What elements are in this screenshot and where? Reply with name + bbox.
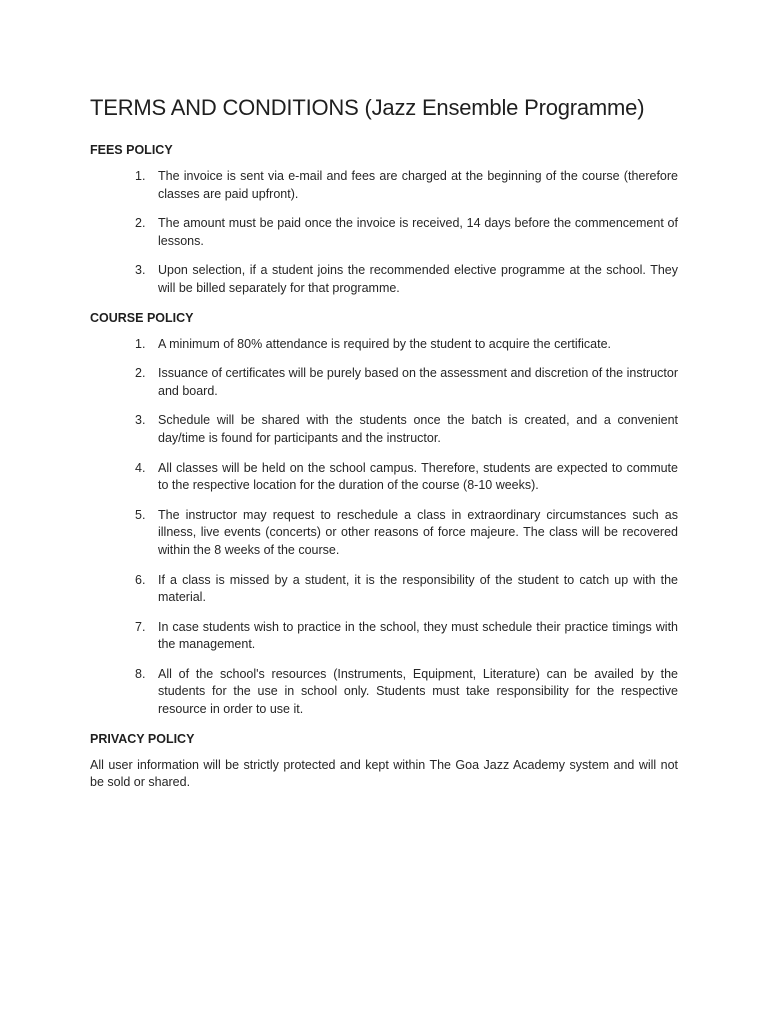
list-item bbox=[135, 215, 678, 250]
list-item-number: 8. bbox=[135, 666, 146, 681]
list-item-text: Schedule will be shared with the students once the batch is created, and a convenient day/time is found for participants and the instructor. bbox=[158, 413, 678, 445]
list-item bbox=[135, 666, 678, 719]
list-item-number: 2. bbox=[135, 216, 146, 231]
fees-policy-heading: FEES POLICY bbox=[90, 143, 173, 157]
list-item-text: The instructor may request to reschedule a class in extraordinary circumstances such as illness, live events (concerts) or other reasons of force majeure. The class will be recovered within the 8 weeks of the course. bbox=[158, 507, 678, 557]
list-item-text: All of the school's resources (Instruments, Equipment, Literature) can be availed by the students for the use in school only. Students must take responsibility for the respective resource in order to use it. bbox=[158, 666, 678, 717]
list-item bbox=[135, 412, 678, 447]
document-title: TERMS AND CONDITIONS (Jazz Ensemble Programme) bbox=[90, 95, 645, 120]
list-item bbox=[135, 262, 678, 297]
list-item-text: In case students wish to practice in the school, they must schedule their practice timings with the management. bbox=[158, 619, 678, 652]
list-item-text: All classes will be held on the school campus. Therefore, students are expected to commute to the respective location for the duration of the course (8-10 weeks). bbox=[158, 460, 678, 493]
list-item-number: 3. bbox=[135, 263, 146, 278]
privacy-policy-heading: PRIVACY POLICY bbox=[90, 731, 195, 746]
list-item-text: If a class is missed by a student, it is the responsibility of the student to catch up with the material. bbox=[158, 572, 678, 605]
list-item-number: 3. bbox=[135, 413, 146, 428]
list-item-number: 4. bbox=[135, 460, 146, 475]
list-item-text: A minimum of 80% attendance is required by the student to acquire the certificate. bbox=[158, 336, 612, 351]
list-item-text: Upon selection, if a student joins the recommended elective programme at the school. They will be billed separately for that programme. bbox=[158, 263, 678, 295]
privacy-policy-text: All user information will be strictly protected and kept within The Goa Jazz Academy system and will not be sold or shared. bbox=[90, 757, 678, 790]
course-policy-heading: COURSE POLICY bbox=[90, 310, 194, 325]
list-item bbox=[135, 336, 678, 354]
list-item bbox=[135, 168, 678, 203]
fees-policy-list bbox=[90, 168, 678, 298]
list-item-number: 6. bbox=[135, 572, 146, 587]
list-item-number: 5. bbox=[135, 507, 146, 522]
list-item-number: 1. bbox=[135, 336, 146, 351]
course-policy-list bbox=[90, 336, 678, 719]
list-item bbox=[135, 507, 678, 560]
list-item-text: The invoice is sent via e-mail and fees are charged at the beginning of the course (therefore classes are paid upfront). bbox=[158, 169, 678, 201]
list-item bbox=[135, 460, 678, 495]
list-item bbox=[135, 572, 678, 607]
list-item-text: The amount must be paid once the invoice is received, 14 days before the commencement of lessons. bbox=[158, 216, 678, 248]
list-item-text: Issuance of certificates will be purely based on the assessment and discretion of the instructor and board. bbox=[158, 366, 678, 398]
list-item bbox=[135, 619, 678, 654]
list-item-number: 1. bbox=[135, 169, 146, 183]
list-item bbox=[135, 365, 678, 400]
list-item-number: 2. bbox=[135, 366, 146, 381]
list-item-number: 7. bbox=[135, 619, 146, 634]
